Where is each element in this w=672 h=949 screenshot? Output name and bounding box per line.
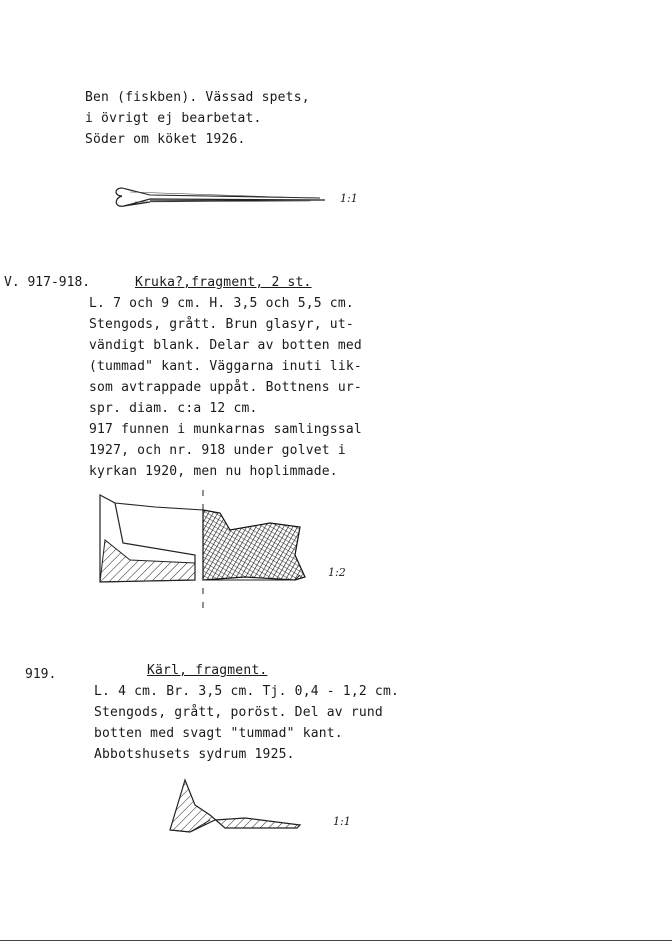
entry3-title: Kärl, fragment.: [147, 663, 268, 678]
entry2-number: V. 917-918.: [4, 275, 91, 290]
pot-fragment-drawing: [95, 485, 325, 615]
entry3-number: 919.: [25, 667, 57, 682]
entry2-line-3: vändigt blank. Delar av botten med: [89, 338, 362, 353]
entry1-line-1: Ben (fiskben). Vässad spets,: [85, 90, 310, 105]
entry1-line-2: i övrigt ej bearbetat.: [85, 111, 262, 126]
fishbone-drawing: [110, 180, 340, 220]
entry2-line-6: spr. diam. c:a 12 cm.: [89, 401, 258, 416]
page-bottom-edge: [0, 940, 672, 941]
entry3-line-2: Stengods, grått, poröst. Del av rund: [94, 705, 383, 720]
entry2-title: Kruka?,fragment, 2 st.: [135, 275, 312, 290]
entry2-line-4: (tummad" kant. Väggarna inuti lik-: [89, 359, 362, 374]
entry2-line-8: 1927, och nr. 918 under golvet i: [89, 443, 346, 458]
entry1-scale: 1:1: [340, 192, 358, 205]
entry2-line-1: L. 7 och 9 cm. H. 3,5 och 5,5 cm.: [89, 296, 354, 311]
entry2-line-9: kyrkan 1920, men nu hoplimmade.: [89, 464, 338, 479]
entry2-line-7: 917 funnen i munkarnas samlingssal: [89, 422, 362, 437]
entry3-line-3: botten med svagt "tummad" kant.: [94, 726, 343, 741]
entry3-scale: 1:1: [333, 815, 351, 828]
vessel-fragment-drawing: [165, 770, 310, 840]
entry2-scale: 1:2: [328, 566, 346, 579]
entry3-line-4: Abbotshusets sydrum 1925.: [94, 747, 295, 762]
entry2-line-2: Stengods, grått. Brun glasyr, ut-: [89, 317, 354, 332]
entry3-line-1: L. 4 cm. Br. 3,5 cm. Tj. 0,4 - 1,2 cm.: [94, 684, 400, 699]
entry2-line-5: som avtrappade uppåt. Bottnens ur-: [89, 380, 362, 395]
entry1-line-3: Söder om köket 1926.: [85, 132, 246, 147]
